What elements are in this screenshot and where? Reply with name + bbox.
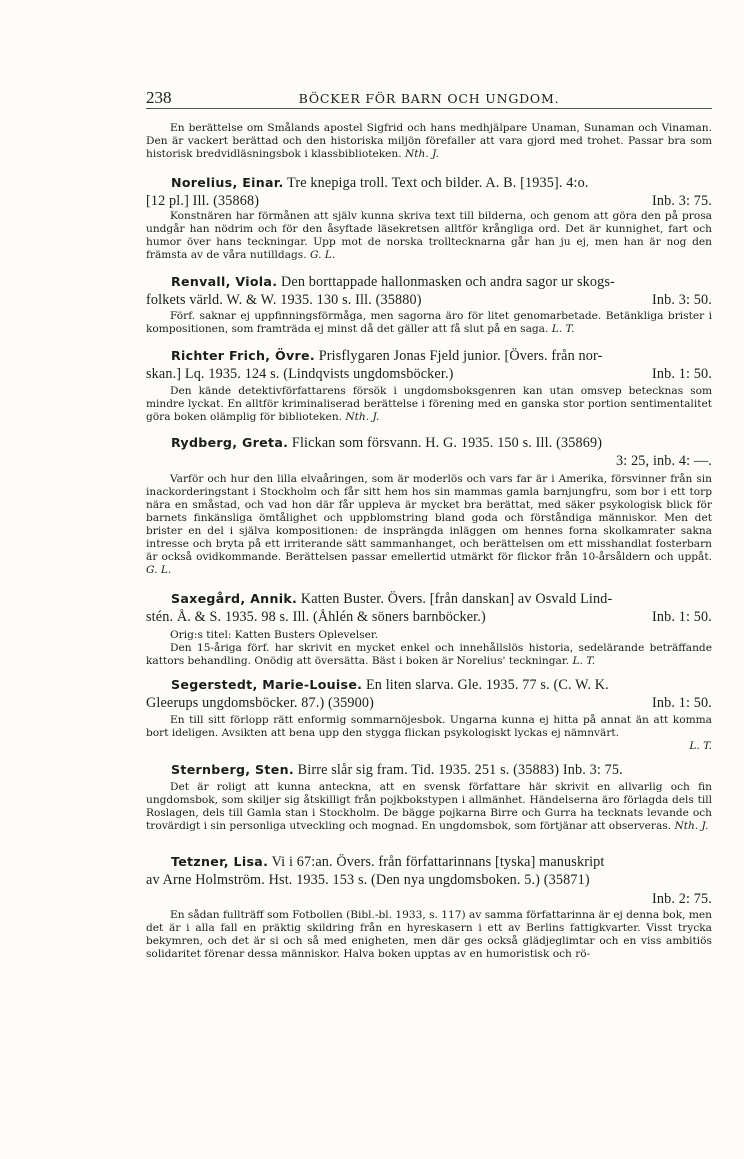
entry-line: Rydberg, Greta. Flickan som försvann. H. G. 1935. 150 s. Ill. (35869) [171, 435, 603, 451]
entry-author: Norelius, Einar. [171, 175, 284, 190]
entry-review: Konstnären har förmånen att själv kunna skriva text till bilderna, och genom att göra den på prosa undgår han nödrim och för den åsyftade läsekretsen alltför krångliga ord. Det är kunnighet, fart och humor över hans teckningar. Upp mot de norska trolltecknarna går han ju ej, men han är nog den främsta av de våra nutilldags. G. L. [146, 210, 712, 261]
entry-tetzner [146, 853, 712, 908]
entry-line: 3: 25, inb. 4: —. [616, 453, 712, 470]
entry-review: Förf. saknar ej uppfinningsförmåga, men sagorna äro för litet genomarbetade. Betänkliga brister i kompositionen, som framträda ej minst då det gäller att få slut på en saga. L. T. [146, 310, 712, 335]
entry-line: Norelius, Einar. Tre knepiga troll. Text och bilder. A. B. [1935]. 4:o. [171, 175, 589, 191]
entry-line: Segerstedt, Marie-Louise. En liten slarva. Gle. 1935. 77 s. (C. W. K. [171, 677, 609, 693]
entry-rydberg [146, 434, 712, 471]
entry-review: En till sitt förlopp rätt enformig sommarnöjesbok. Ungarna kunna ej hitta på annat än att komma bort ideligen. Avsikten att bena upp den stygga flickan psykologiskt lyckas ej nämnvärt. L. T. [146, 714, 712, 752]
page-number: 238 [146, 88, 172, 107]
entry-review: Den kände detektivförfattarens försök i ungdomsboksgenren kan utan omsvep betecknas som mindre lyckat. En alltför kriminaliserad berättelse i förening med en ganska stor portion sentimentalitet göra boken olämplig för biblioteken. Nth. J. [146, 385, 712, 423]
entry-author: Renvall, Viola. [171, 274, 278, 289]
entry-author: Segerstedt, Marie-Louise. [171, 677, 363, 692]
entry-author: Rydberg, Greta. [171, 435, 289, 450]
entry-line: Tetzner, Lisa. Vi i 67:an. Övers. från författarinnans [tyska] manuskript [171, 854, 605, 870]
entry-segerstedt [146, 676, 712, 713]
entry-author: Sternberg, Sten. [171, 762, 294, 777]
entry-review: Orig:s titel: Katten Busters Oplevelser. Den 15-åriga förf. har skrivit en mycket enkel och innehållslös historia, sedelärande beträffande kattors behandling. Onödig att översätta. Bäst i boken är Norelius' teckningar. L. T. [146, 629, 712, 667]
entry-line: Gleerups ungdomsböcker. 87.) (35900) Inb. 1: 50. [146, 695, 712, 712]
entry-line: Inb. 2: 75. [652, 890, 712, 907]
entry-author: Tetzner, Lisa. [171, 854, 269, 869]
entry-line: Saxegård, Annik. Katten Buster. Övers. [från danskan] av Osvald Lind- [171, 591, 613, 607]
entry-line: Renvall, Viola. Den borttappade hallonmasken och andra sagor ur skogs- [171, 274, 615, 290]
entry-renvall [146, 273, 712, 310]
entry-sternberg [146, 761, 712, 779]
entry-review: Det är roligt att kunna anteckna, att en svensk författare här skrivit en allvarlig och fin ungdomsbok, som skiljer sig åtskilligt från pojkbokstypen i allmänhet. Händelserna äro förlagda dels till Roslagen, dels till Gamla stan i Stockholm. De bägge pojkarna Birre och Gurra ha tecknats levande och trovärdigt i sin personliga utveckling och mognad. En ungdomsbok, som förtjänar att observeras. Nth. J. [146, 781, 712, 832]
entry-line: folkets värld. W. & W. 1935. 130 s. Ill. (35880) Inb. 3: 50. [146, 292, 712, 309]
entry-author: Richter Frich, Övre. [171, 348, 315, 363]
entry-line: [12 pl.] Ill. (35868) Inb. 3: 75. [146, 193, 712, 210]
entry-line: Richter Frich, Övre. Prisflygaren Jonas Fjeld junior. [Övers. från nor- [171, 348, 603, 364]
entry-saxegard [146, 590, 712, 627]
entry-line: skan.] Lq. 1935. 124 s. (Lindqvists ungdomsböcker.) Inb. 1: 50. [146, 366, 712, 383]
entry-line: Sternberg, Sten. Birre slår sig fram. Tid. 1935. 251 s. (35883) Inb. 3: 75. [171, 762, 623, 778]
entry-author: Saxegård, Annik. [171, 591, 298, 606]
page-header [146, 88, 712, 109]
entry-review: En sådan fullträff som Fotbollen (Bibl.-bl. 1933, s. 117) av samma författarinna är ej denna bok, men det är i alla fall en präktig skildring från en hyreskasern i ett av Berlins fattigkvarter. Visst trycka bekymren, och det är si och så med enigheten, men där ges också glädjeglimtar och en viss ambitiös solidaritet förenar dessa människor. Halva boken upptas av en humoristisk och rö- [146, 909, 712, 960]
entry-richter-frich [146, 347, 712, 384]
intro-review: En berättelse om Smålands apostel Sigfrid och hans medhjälpare Unaman, Sunaman och Vinaman. Den är vackert berättad och den historiska miljön förefaller att vara gjord med trohet. Passar bra som historisk bredvidläsningsbok i klassbiblioteken. Nth. J. [146, 122, 712, 160]
entry-line: stén. Å. & S. 1935. 98 s. Ill. (Åhlén & söners barnböcker.) Inb. 1: 50. [146, 609, 712, 626]
running-head: BÖCKER FÖR BARN OCH UNGDOM. [298, 91, 560, 106]
entry-line: av Arne Holmström. Hst. 1935. 153 s. (Den nya ungdomsboken. 5.) (35871) [146, 872, 590, 889]
entry-norelius [146, 174, 712, 211]
entry-review: Varför och hur den lilla elvaåringen, som är moderlös och vars far är i Amerika, försvinner från sin inackorderingstant i Stockholm och får sitt hem hos sin mammas gamla barnjungfru, som bor i ett torp nära en småstad, och vad hon där får uppleva är mycket bra berättat, med säker psykologisk blick för barnets finkänsliga ömtålighet och uppblomstring bland goda och förståndiga människor. Men det brister en del i själva kompositionen: de insprängda inläggen om hennes forna skolkamrater sakna intresse och bryta på ett irriterande sätt sammanhanget, och berättelsen om ett misshandlat fosterbarn är också ovidkommande. Berättelsen passar emellertid utmärkt för flickor från 10-årsåldern och uppåt. G. L. [146, 473, 712, 576]
